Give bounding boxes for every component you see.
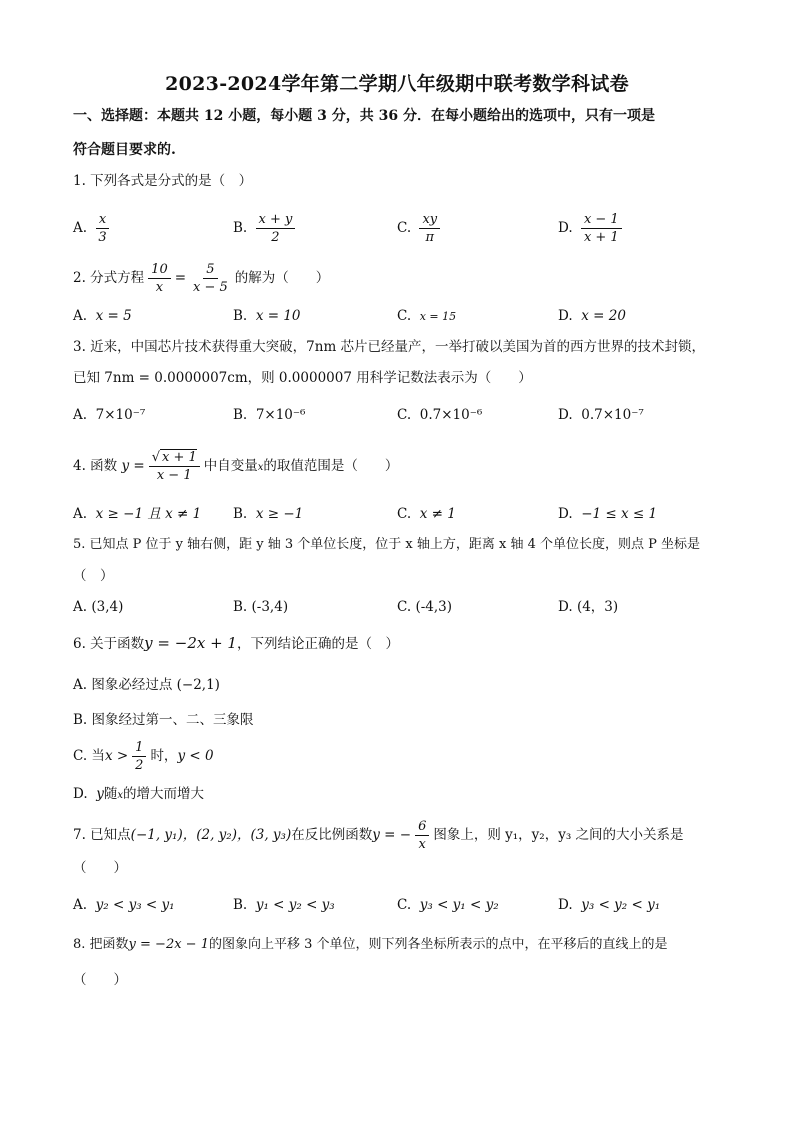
section-heading-line1: 一、选择题：本题共 12 小题，每小题 3 分，共 36 分．在每小题给出的选项中，只有一项是 <box>73 108 655 124</box>
option-text: y₃ < y₁ < y₂ <box>419 897 499 913</box>
denominator: x − 1 <box>156 468 192 483</box>
q5-line2: （ ） <box>73 568 114 584</box>
q5-option-a <box>73 596 123 618</box>
denominator: x <box>155 280 164 295</box>
q1-option-c <box>397 212 444 245</box>
option-text: y₂ < y₃ < y₁ <box>95 897 175 913</box>
option-text: (4，3) <box>576 599 619 615</box>
denominator: x <box>418 837 426 852</box>
q4-suffix-a: 中自变量 <box>203 458 258 474</box>
q7-mid: 在反比例函数 <box>291 827 373 843</box>
q2-prefix: 2. 分式方程 <box>73 270 145 286</box>
fraction <box>419 212 440 245</box>
q7-line2: （ ） <box>73 860 127 876</box>
option-label: C. <box>397 897 412 913</box>
option-text: x = 15 <box>419 310 457 323</box>
q5-option-d <box>558 596 618 618</box>
option-text: x = 10 <box>255 308 301 324</box>
q8-expr: y = −2x − 1 <box>128 937 209 952</box>
q6-d-suffix: 的增大而增大 <box>123 786 205 802</box>
option-text: x = 5 <box>95 308 132 324</box>
numerator: xy <box>419 212 440 229</box>
q6-c-prefix: C. 当 <box>73 748 105 764</box>
option-label: D. <box>558 220 573 236</box>
sqrt-icon: √ <box>151 450 160 465</box>
q2-option-a <box>73 305 132 327</box>
option-label: B. <box>233 599 248 615</box>
q6-option-d <box>73 783 204 807</box>
q6-stem <box>73 632 733 655</box>
numerator: 10 <box>148 262 171 279</box>
option-label: B. <box>233 220 248 236</box>
option-label: B. <box>233 506 248 522</box>
q3-option-a <box>73 404 145 426</box>
q5-line1: 5. 已知点 P 位于 y 轴右侧，距 y 轴 3 个单位长度，位于 x 轴上方，距离 x 轴 4 个单位长度，则点 P 坐标是 <box>73 537 701 552</box>
q6-prefix: 6. 关于函数 <box>73 636 145 652</box>
q3-option-c <box>397 404 482 426</box>
q6-expr: y = −2x + 1 <box>144 634 237 652</box>
q2-stem <box>73 262 733 295</box>
q4-suffix-b: 的取值范围是（ ） <box>263 458 399 474</box>
q7-option-b <box>233 894 335 916</box>
q7-option-d <box>558 894 660 916</box>
numerator: 5 <box>203 262 217 279</box>
q5-option-b <box>233 596 288 618</box>
option-label: D. <box>558 407 573 423</box>
q3-line1: 3. 近来，中国芯片技术获得重大突破，7nm 芯片已经量产，一举打破以美国为首的西方世界的技术封锁， <box>73 339 706 355</box>
fraction <box>148 262 171 295</box>
denominator: 2 <box>135 758 144 773</box>
option-label: D. <box>73 786 88 802</box>
option-text: 7×10⁻⁶ <box>255 407 306 423</box>
q7-points: (−1, y₁)，(2, y₂)，(3, y₃) <box>130 827 292 843</box>
q7-line1 <box>73 819 733 852</box>
option-text: x ≥ −1 且 x ≠ 1 <box>95 506 202 522</box>
fraction <box>132 740 146 773</box>
option-label: D. <box>558 599 573 615</box>
option-label: C. <box>397 308 412 324</box>
q7-suffix: 图象上，则 y₁，y₂，y₃ 之间的大小关系是 <box>433 827 684 843</box>
option-label: B. <box>233 897 248 913</box>
numerator <box>149 450 200 467</box>
option-label: A. <box>73 308 88 324</box>
option-text: −1 ≤ x ≤ 1 <box>581 506 658 522</box>
denominator: π <box>425 230 435 245</box>
numerator: 1 <box>132 740 146 757</box>
denominator: 2 <box>271 230 280 245</box>
option-label: D. <box>558 897 573 913</box>
q7-option-c <box>397 894 499 916</box>
fraction <box>415 819 429 852</box>
fraction <box>581 212 622 245</box>
option-label: B. <box>233 407 248 423</box>
option-label: A. <box>73 897 88 913</box>
q4-var: x <box>257 462 264 473</box>
q6-d-x: x <box>117 790 124 801</box>
q8-suffix: 的图象向上平移 3 个单位，则下列各坐标所表示的点中，在平移后的直线上的是 <box>208 937 668 952</box>
q3-option-d <box>558 404 644 426</box>
numerator: x <box>96 212 109 229</box>
q4-option-b <box>233 503 303 525</box>
q7-prefix: 7. 已知点 <box>73 827 131 843</box>
q2-suffix: 的解为（ ） <box>234 270 330 286</box>
numerator: x − 1 <box>581 212 622 229</box>
q7-option-a <box>73 894 175 916</box>
q4-prefix: 4. 函数 <box>73 458 118 474</box>
q4-y-equals: y = <box>121 458 145 474</box>
option-text: 7×10⁻⁷ <box>95 407 146 423</box>
fraction <box>95 212 109 245</box>
option-label: C. <box>397 220 412 236</box>
option-text: (3,4) <box>91 599 124 615</box>
q4-option-c <box>397 503 456 525</box>
q1-option-a <box>73 212 114 245</box>
q6-d-y: y <box>96 786 104 802</box>
q2-option-d <box>558 305 626 327</box>
numerator: 6 <box>415 819 429 836</box>
q7-func: y = − <box>372 827 412 843</box>
fraction <box>149 450 200 483</box>
option-label: A. <box>73 407 88 423</box>
q8-line1 <box>73 934 733 956</box>
option-label: C. <box>397 599 412 615</box>
option-label: A. <box>73 506 88 522</box>
option-label: D. <box>558 506 573 522</box>
equals-sign: = <box>174 270 187 286</box>
denominator: x + 1 <box>583 230 619 245</box>
section-heading-line2: 符合题目要求的. <box>73 142 176 158</box>
option-text: 0.7×10⁻⁶ <box>419 407 483 423</box>
option-label: B. <box>233 308 248 324</box>
denominator: 3 <box>98 230 107 245</box>
q4-stem <box>73 450 733 483</box>
q3-option-b <box>233 404 305 426</box>
option-label: A. <box>73 220 88 236</box>
q4-option-a <box>73 503 201 525</box>
option-text: y₃ < y₂ < y₁ <box>581 897 661 913</box>
option-text: y₁ < y₂ < y₃ <box>255 897 335 913</box>
option-text: x = 20 <box>581 308 626 324</box>
option-text: x ≥ −1 <box>255 506 304 522</box>
q6-c-suffix: 时， <box>150 748 178 764</box>
option-text: 0.7×10⁻⁷ <box>581 407 644 423</box>
q5-option-c <box>397 596 452 618</box>
option-label: C. <box>397 407 412 423</box>
radicand: x + 1 <box>162 450 197 465</box>
q6-c-x: x > <box>104 748 129 764</box>
q6-suffix: ，下列结论正确的是（ ） <box>236 636 399 652</box>
q6-c-y: y < 0 <box>177 748 214 764</box>
option-text: x ≠ 1 <box>419 506 456 522</box>
option-label: C. <box>397 506 412 522</box>
numerator: x + y <box>256 212 296 229</box>
q3-line2: 已知 7nm = 0.0000007cm，则 0.0000007 用科学记数法表示为（ ） <box>73 370 532 386</box>
option-label: A. <box>73 599 88 615</box>
exam-title: 2023-2024学年第二学期八年级期中联考数学科试卷 <box>165 73 629 95</box>
option-text: (-3,4) <box>251 599 289 615</box>
option-text: (-4,3) <box>415 599 453 615</box>
denominator: x − 5 <box>193 280 228 295</box>
q4-option-d <box>558 503 657 525</box>
q1-option-d <box>558 212 626 245</box>
q6-option-b: B. 图象经过第一、二、三象限 <box>73 712 254 728</box>
q1-stem: 1. 下列各式是分式的是（ ） <box>73 173 253 189</box>
q1-option-b <box>233 212 299 245</box>
q2-option-c <box>397 305 456 328</box>
q8-line2: （ ） <box>73 972 127 988</box>
q6-d-mid: 随 <box>103 786 118 802</box>
q8-prefix: 8. 把函数 <box>73 937 129 952</box>
option-label: D. <box>558 308 573 324</box>
fraction <box>190 262 231 295</box>
fraction <box>256 212 296 245</box>
q6-option-a: A. 图象必经过点 (−2,1) <box>73 677 220 693</box>
q2-option-b <box>233 305 301 327</box>
q6-option-c <box>73 740 214 773</box>
